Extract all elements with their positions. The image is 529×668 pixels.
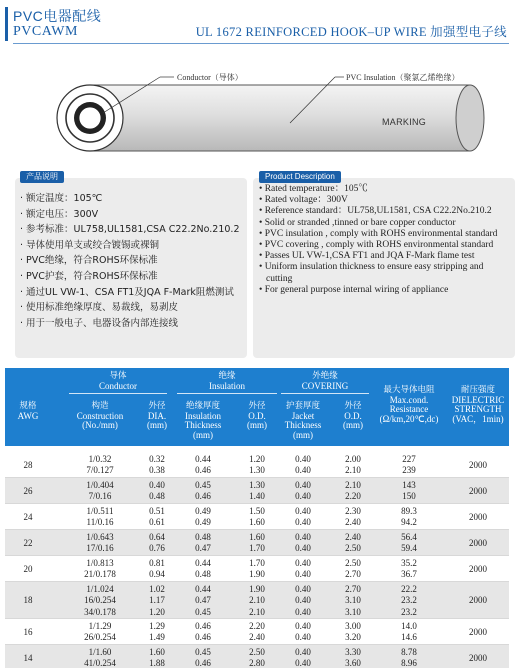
header-divider	[13, 43, 509, 44]
spec-item: · PVC绝缘，符合ROHS环保标准	[20, 253, 244, 269]
group-conductor: 导体 Conductor	[99, 371, 137, 391]
spec-list-cn	[20, 191, 244, 331]
spec-item: · PVC护套，符合ROHS环保标准	[20, 269, 244, 285]
spec-item: · 使用标准绝缘厚度、易裁线，易剥皮	[20, 300, 244, 316]
table-row: 24 1/0.511 11/0.16 0.51 0.61 0.49 0.49 1.50 1.60 0.40 0.40 2.30 2.40 89.3 94.2 2000	[5, 504, 509, 530]
col-dia: 外径 DIA. (mm)	[147, 401, 167, 431]
col-ins-thickness: 绝缘厚度 Insulation Thickness (mm)	[184, 401, 222, 440]
cable-diagram	[0, 55, 529, 175]
col-jacket-thickness: 护套厚度 Jacket Thickness (mm)	[284, 401, 322, 440]
spec-item: · 用于一般电子、电器设备内部连接线	[20, 316, 244, 332]
spec-item: · 导体使用单支或绞合镀锡或裸铜	[20, 238, 244, 254]
col-dielectric: 耐压强度 DIELECTRIC STRENGTH (VAC，1min)	[451, 385, 505, 424]
spec-table-header	[5, 368, 509, 446]
table-row: 26 1/0.404 7/0.16 0.40 0.48 0.45 0.46 1.30 1.40 0.40 0.40 2.10 2.20 143 150 2000	[5, 478, 509, 504]
header-accent-bar	[5, 7, 8, 41]
marking-label: MARKING	[382, 117, 427, 127]
spec-list-en	[259, 184, 511, 296]
table-row: 22 1/0.643 17/0.16 0.64 0.76 0.48 0.47 1.60 1.70 0.40 0.40 2.40 2.50 56.4 59.4 2000	[5, 530, 509, 556]
col-ins-od: 外径 O.D. (mm)	[247, 401, 267, 431]
spec-item: · 通过UL VW-1、CSA FT1及JQA F-Mark阻燃测试	[20, 285, 244, 301]
spec-item: • Reference standard：UL758,UL1581, CSA C22.2No.210.2	[259, 206, 511, 217]
insulation-label: PVC Insulation（聚氯乙烯绝缘）	[346, 73, 460, 82]
spec-table-body	[5, 452, 509, 668]
page-subtitle: UL 1672 REINFORCED HOOK–UP WIRE 加强型电子线	[195, 25, 507, 39]
spec-item: • PVC covering , comply with ROHS environmental standard	[259, 240, 511, 251]
spec-item: • PVC insulation , comply with ROHS environmental standard	[259, 229, 511, 240]
group-covering: 外绝缘 COVERING	[301, 371, 349, 391]
table-row: 28 1/0.32 7/0.127 0.32 0.38 0.44 0.46 1.20 1.30 0.40 0.40 2.00 2.10 227 239 2000	[5, 452, 509, 478]
table-row: 16 1/1.29 26/0.254 1.29 1.49 0.46 0.46 2.20 2.40 0.40 0.40 3.00 3.20 14.0 14.6 2000	[5, 619, 509, 645]
cable-end-cap	[456, 85, 484, 151]
title-en: PVCAWM	[13, 24, 78, 39]
spec-item: • Passes UL VW-1,CSA FT1 and JQA F-Mark flame test	[259, 251, 511, 262]
spec-item: · 参考标准：UL758,UL1581,CSA C22.2No.210.2	[20, 222, 244, 238]
spec-item: • Rated temperature：105℃	[259, 184, 511, 195]
title-cn: PVC电器配线	[13, 8, 102, 24]
col-jacket-od: 外径 O.D. (mm)	[343, 401, 363, 431]
table-row: 14 1/1.60 41/0.254 1.60 1.88 0.45 0.46 2.50 2.80 0.40 0.40 3.30 3.60 8.78 8.96 2000	[5, 645, 509, 668]
spec-item: • For general purpose internal wiring of appliance	[259, 285, 511, 296]
spec-item: • Solid or stranded ,tinned or bare copper conductor	[259, 218, 511, 229]
conductor-label: Conductor（导体）	[177, 73, 243, 82]
spec-item: • Uniform insulation thickness to ensure easy stripping and cutting	[259, 262, 511, 284]
spec-item: · 额定温度：105℃	[20, 191, 244, 207]
table-row: 20 1/0.813 21/0.178 0.81 0.94 0.44 0.48 1.70 1.90 0.40 0.40 2.50 2.70 35.2 36.7 2000	[5, 556, 509, 582]
group-insulation: 绝缘 Insulation	[209, 371, 245, 391]
table-row: 18 1/1.024 16/0.254 34/0.178 1.02 1.17 1.20 0.44 0.47 0.45 1.90 2.10 2.10 0.40 0.40 0.40 2.70 3.10 3.10 22.2 23.2 23.2 2000	[5, 582, 509, 619]
spec-item: • Rated voltage：300V	[259, 195, 511, 206]
spec-item: · 额定电压：300V	[20, 207, 244, 223]
product-desc-tag-cn: 产品说明	[20, 171, 64, 183]
col-resistance: 最大导体电阻 Max.cond. Resistance (Ω/km,20℃,dc)	[379, 385, 439, 424]
product-desc-tag-en: Product Description	[259, 171, 341, 183]
col-awg: 规格 AWG	[17, 401, 39, 421]
col-construction: 构造 Construction (No./mm)	[76, 401, 124, 431]
